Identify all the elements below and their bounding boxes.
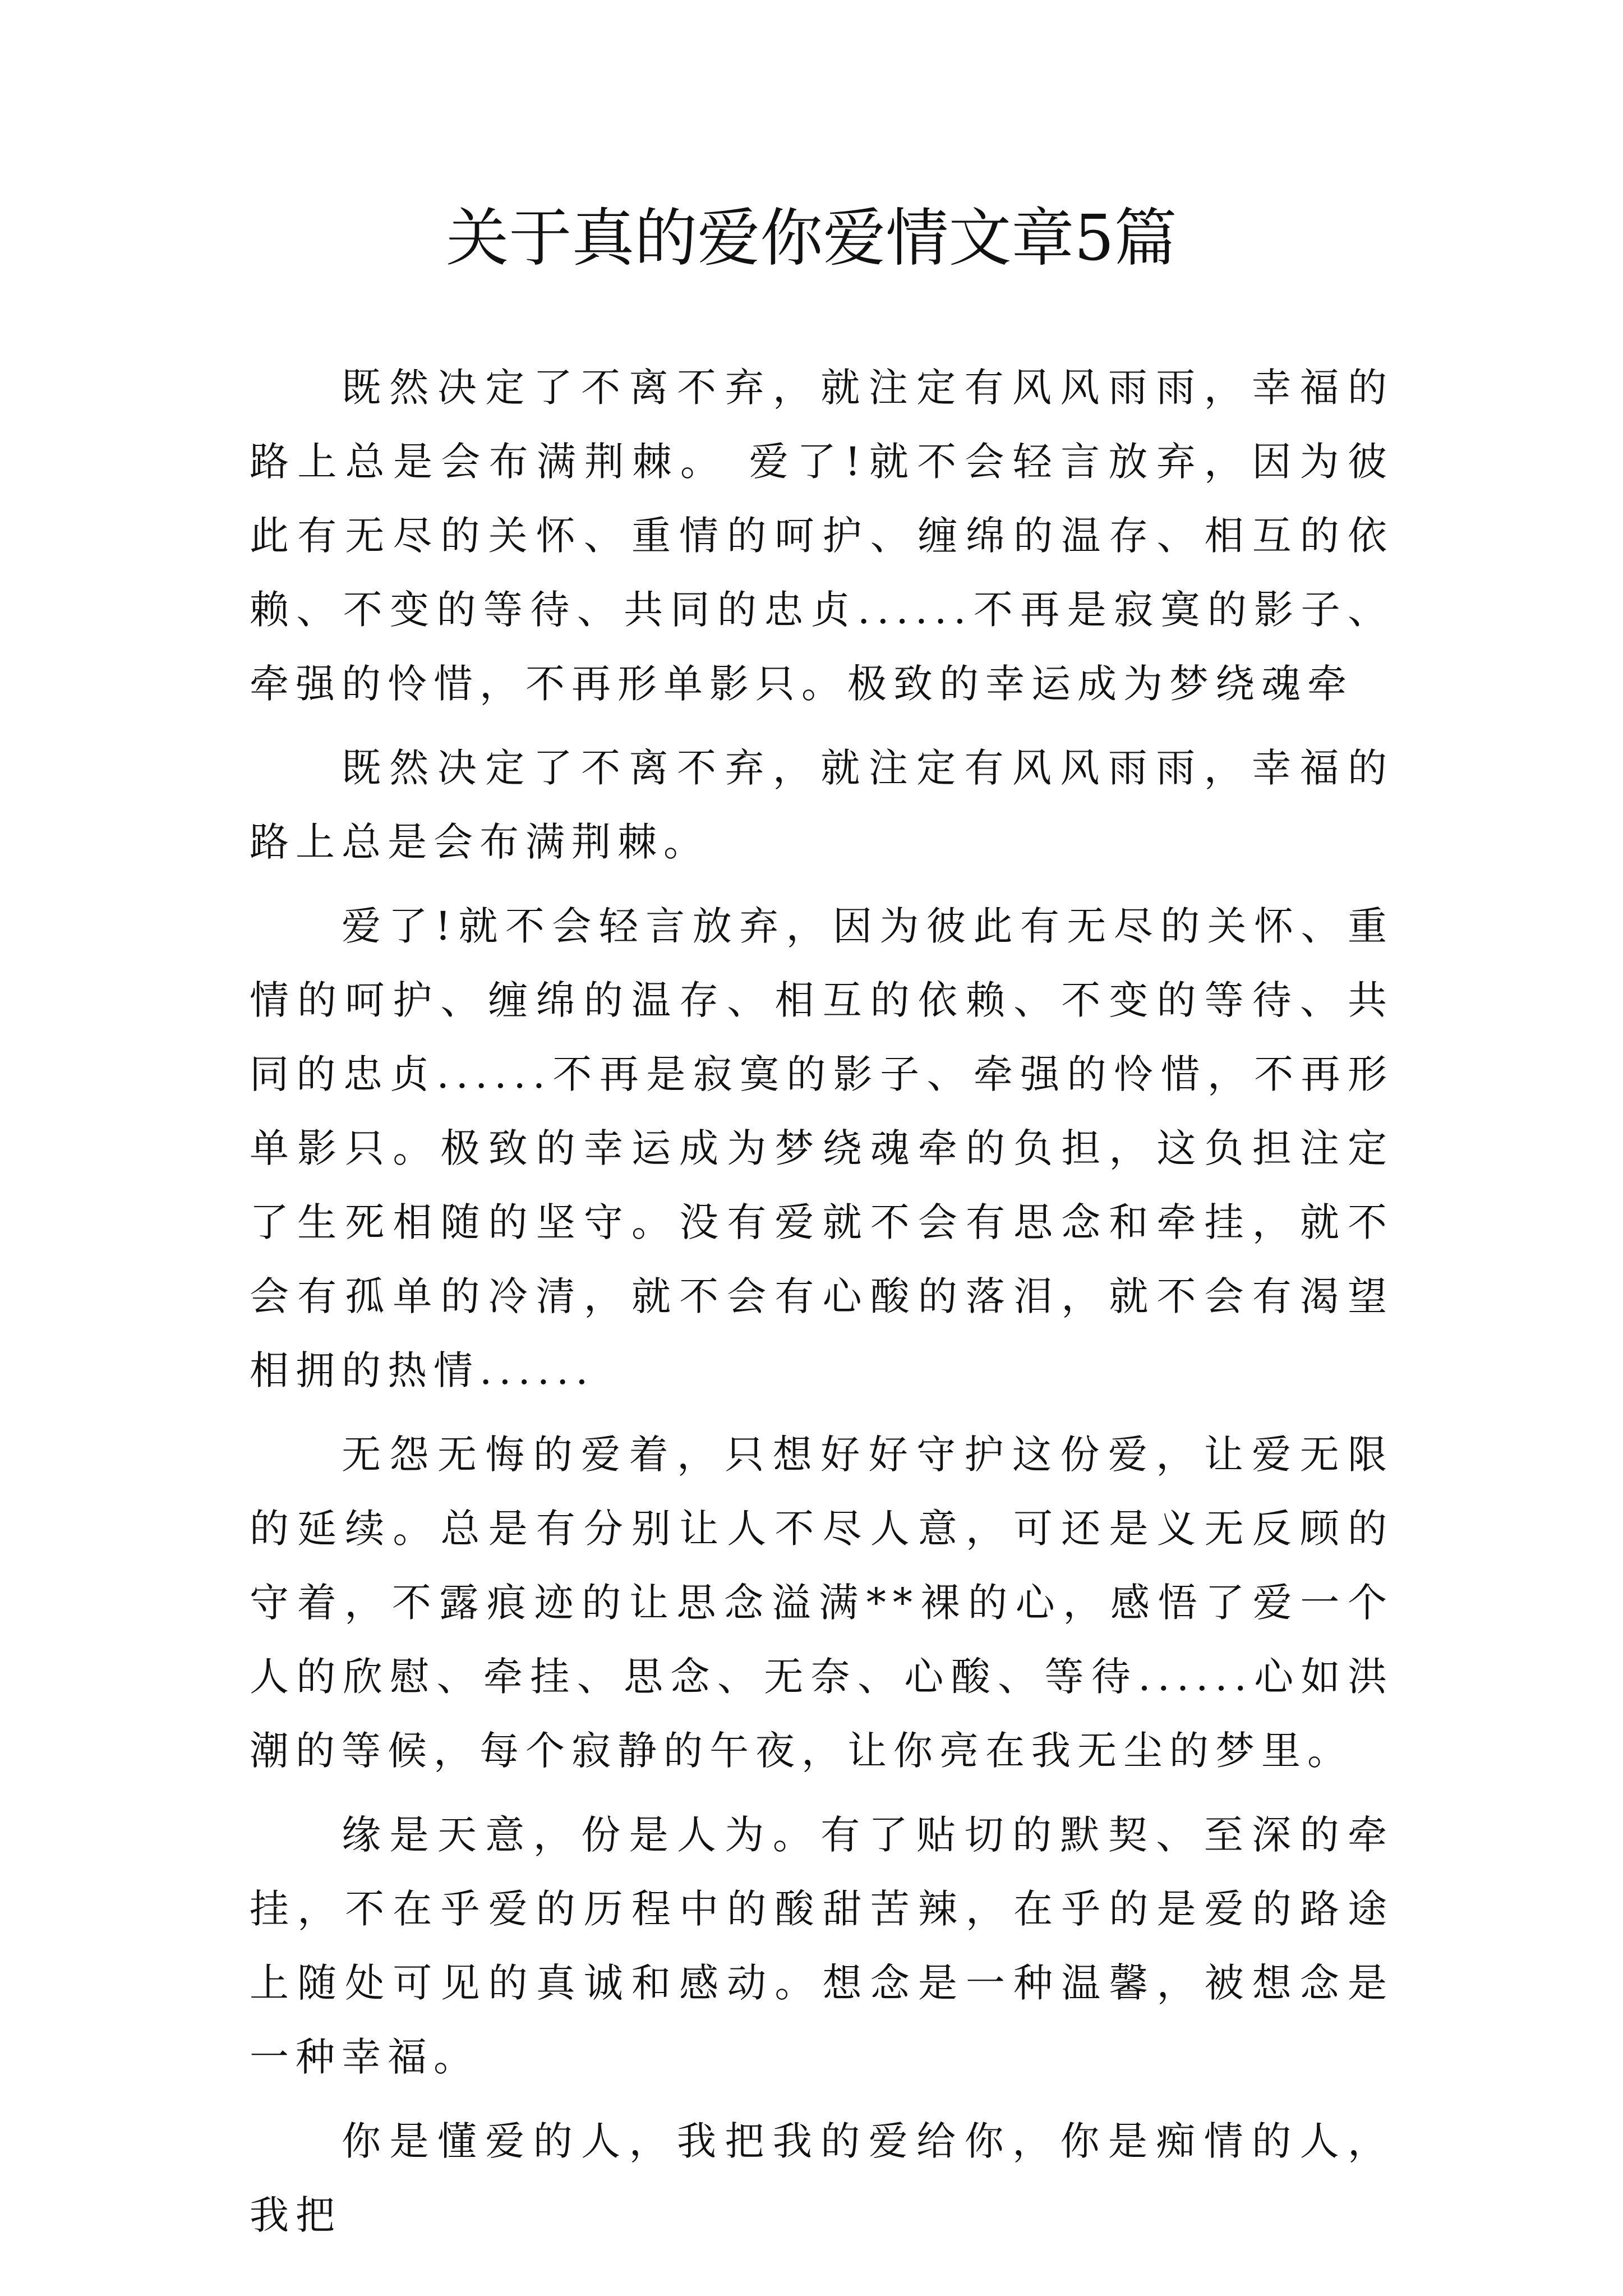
document-title: 关于真的爱你爱情文章5篇	[446, 202, 1177, 275]
paragraph-1: 既然决定了不离不弃，就注定有风风雨雨，幸福的路上总是会布满荆棘。 爱了!就不会轻言放弃，因为彼此有无尽的关怀、重情的呵护、缠绵的温存、相互的依赖、不变的等待、共同的忠贞......不再是寂寞的影子、牵强的怜惜，不再形单影只。极致的幸运成为梦绕魂牵	[250, 365, 1394, 707]
paragraph-2: 既然决定了不离不弃，就注定有风风雨雨，幸福的路上总是会布满荆棘。	[250, 745, 1394, 865]
paragraph-4: 无怨无悔的爱着，只想好好守护这份爱，让爱无限的延续。总是有分别让人不尽人意，可还是义无反顾的守着，不露痕迹的让思念溢满**裸的心，感悟了爱一个人的欣慰、牵挂、思念、无奈、心酸、等待......心如洪潮的等候，每个寂静的午夜，让你亮在我无尘的梦里。	[250, 1432, 1394, 1774]
paragraph-6: 你是懂爱的人，我把我的爱给你，你是痴情的人，我把	[250, 2118, 1394, 2238]
document-body	[250, 351, 1394, 2262]
paragraph-3: 爱了!就不会轻言放弃，因为彼此有无尽的关怀、重情的呵护、缠绵的温存、相互的依赖、不变的等待、共同的忠贞......不再是寂寞的影子、牵强的怜惜，不再形单影只。极致的幸运成为梦绕魂牵的负担，这负担注定了生死相随的坚守。没有爱就不会有思念和牵挂，就不会有孤单的冷清，就不会有心酸的落泪，就不会有渴望相拥的热情......	[250, 903, 1394, 1393]
paragraph-5: 缘是天意，份是人为。有了贴切的默契、至深的牵挂，不在乎爱的历程中的酸甜苦辣，在乎的是爱的路途上随处可见的真诚和感动。想念是一种温馨，被想念是一种幸福。	[250, 1812, 1394, 2080]
